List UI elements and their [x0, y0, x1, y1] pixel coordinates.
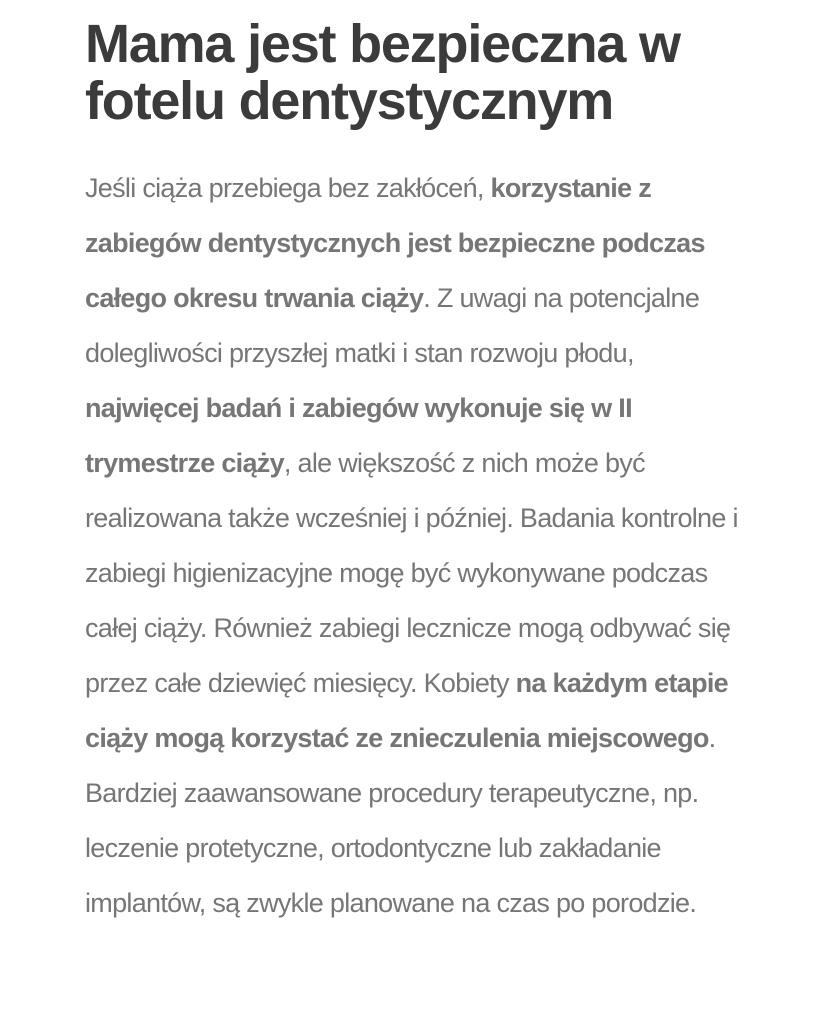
text-run: , ale większość z nich może być realizowana także wcześniej i później. Badania kontrolne i zabiegi higienizacyjne mogę być wykonywane podczas całej ciąży. Również zabiegi lecznicze mogą odbywać się przez całe dziewięć miesięcy. Kobiety: [85, 448, 738, 698]
text-run-bold: korzystanie z zabiegów dentystycznych jest bezpieczne podczas całego okresu trwania ciąży: [85, 173, 705, 313]
page-title: Mama jest bezpieczna w fotelu dentystycznym: [85, 14, 680, 131]
text-run-bold: najwięcej badań i zabiegów wykonuje się w II trymestrze ciąży: [85, 393, 632, 478]
text-run: Jeśli ciąża przebiega bez zakłóceń,: [85, 173, 491, 203]
text-run-bold: na każdym etapie ciąży mogą korzystać ze znieczulenia miejscowego: [85, 668, 728, 753]
text-run: . Bardziej zaawansowane procedury terapeutyczne, np. leczenie protetyczne, ortodontyczne lub zakładanie implantów, są zwykle planowane na czas po porodzie.: [85, 723, 716, 918]
article-paragraph: [85, 161, 750, 931]
text-run: . Z uwagi na potencjalne dolegliwości przyszłej matki i stan rozwoju płodu,: [85, 283, 700, 368]
